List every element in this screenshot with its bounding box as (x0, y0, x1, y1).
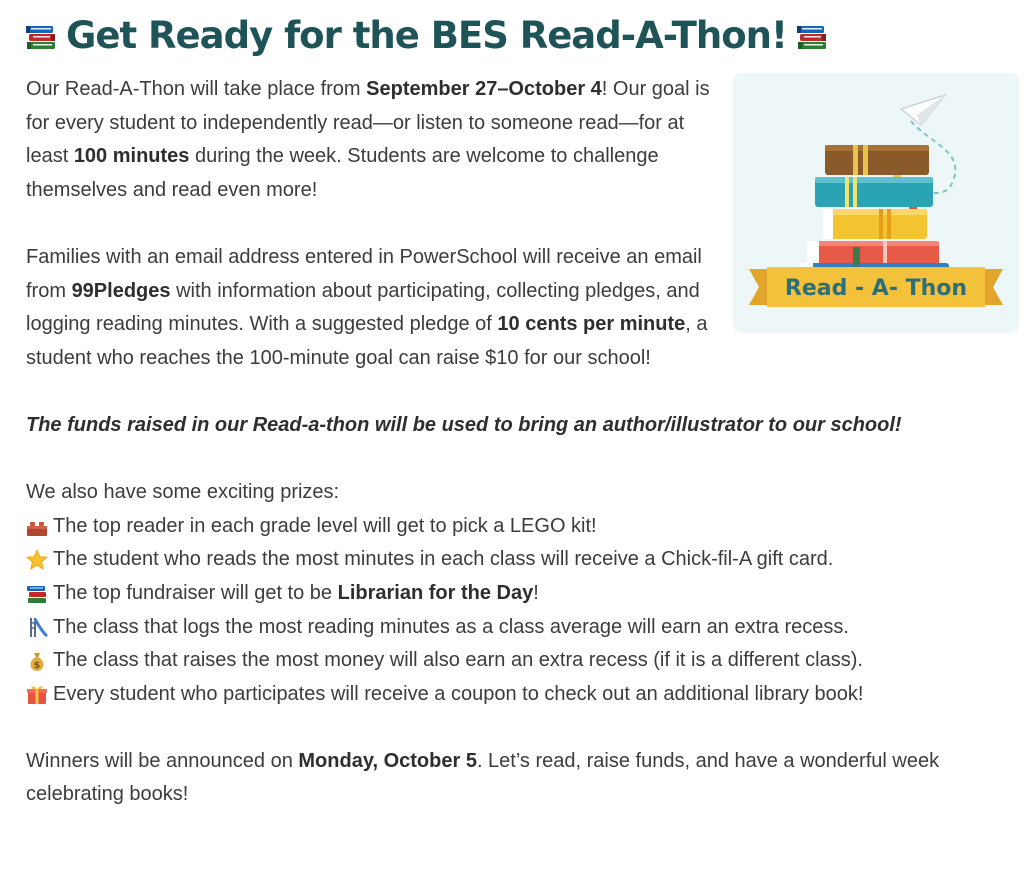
slide-icon (26, 616, 48, 638)
list-item: $ The class that raises the most money will also earn an extra recess (if it is a different class). (26, 644, 1001, 678)
gift-icon (26, 683, 48, 705)
prize-highlight: Librarian for the Day (337, 581, 534, 604)
pledge-amount: 10 cents per minute (497, 313, 686, 336)
prizes-intro: We also have some exciting prizes: (26, 481, 340, 504)
list-item: The top reader in each grade level will get to pick a LEGO kit! (26, 510, 1001, 544)
books-icon (26, 583, 48, 605)
families-paragraph: Families with an email address entered in PowerSchool will receive an email from 99Pledges with information about participating, collecting pledges, and logging reading minutes. With a suggested pledge of 10 cents per minute, a student who reaches the 100-minute goal can raise $10 for our school! (26, 245, 708, 369)
funds-note: The funds raised in our Read-a-thon will be used to bring an author/illustrator to our school! (26, 413, 902, 436)
book-stack-icon (799, 145, 949, 279)
svg-text:$: $ (33, 660, 41, 671)
article-body (26, 73, 1001, 812)
money-bag-icon (26, 650, 48, 672)
star-icon (26, 549, 48, 571)
list-item: The class that logs the most reading minutes as a class average will earn an extra recess. (26, 611, 1001, 645)
read-a-thon-image (733, 73, 1019, 333)
pledge-platform: 99Pledges (71, 279, 171, 302)
brick-icon (26, 516, 48, 538)
goal-minutes: 100 minutes (73, 145, 190, 168)
banner-text: Read - A- Thon (784, 276, 968, 301)
page-title (24, 10, 829, 62)
books-icon (24, 13, 58, 43)
announcement-date: Monday, October 5 (298, 749, 477, 772)
list-item: The top fundraiser will get to be Librarian for the Day! (26, 577, 1001, 611)
list-item: Every student who participates will receive a coupon to check out an additional library book! (26, 678, 1001, 712)
books-icon (795, 13, 829, 43)
intro-paragraph: Our Read-A-Thon will take place from September 27–October 4! Our goal is for every student to independently read—or listen to someone read—for at least 100 minutes during the week. Students are welcome to challenge themselves and read even more! (26, 78, 710, 201)
closing-paragraph: Winners will be announced on Monday, October 5. Let’s read, raise funds, and have a wonderful week celebrating books! (26, 749, 940, 806)
page-title-text: Get Ready for the BES Read-A-Thon! (66, 14, 787, 57)
list-item: The student who reads the most minutes in each class will receive a Chick-fil-A gift card. (26, 543, 1001, 577)
dates: September 27–October 4 (366, 78, 602, 100)
